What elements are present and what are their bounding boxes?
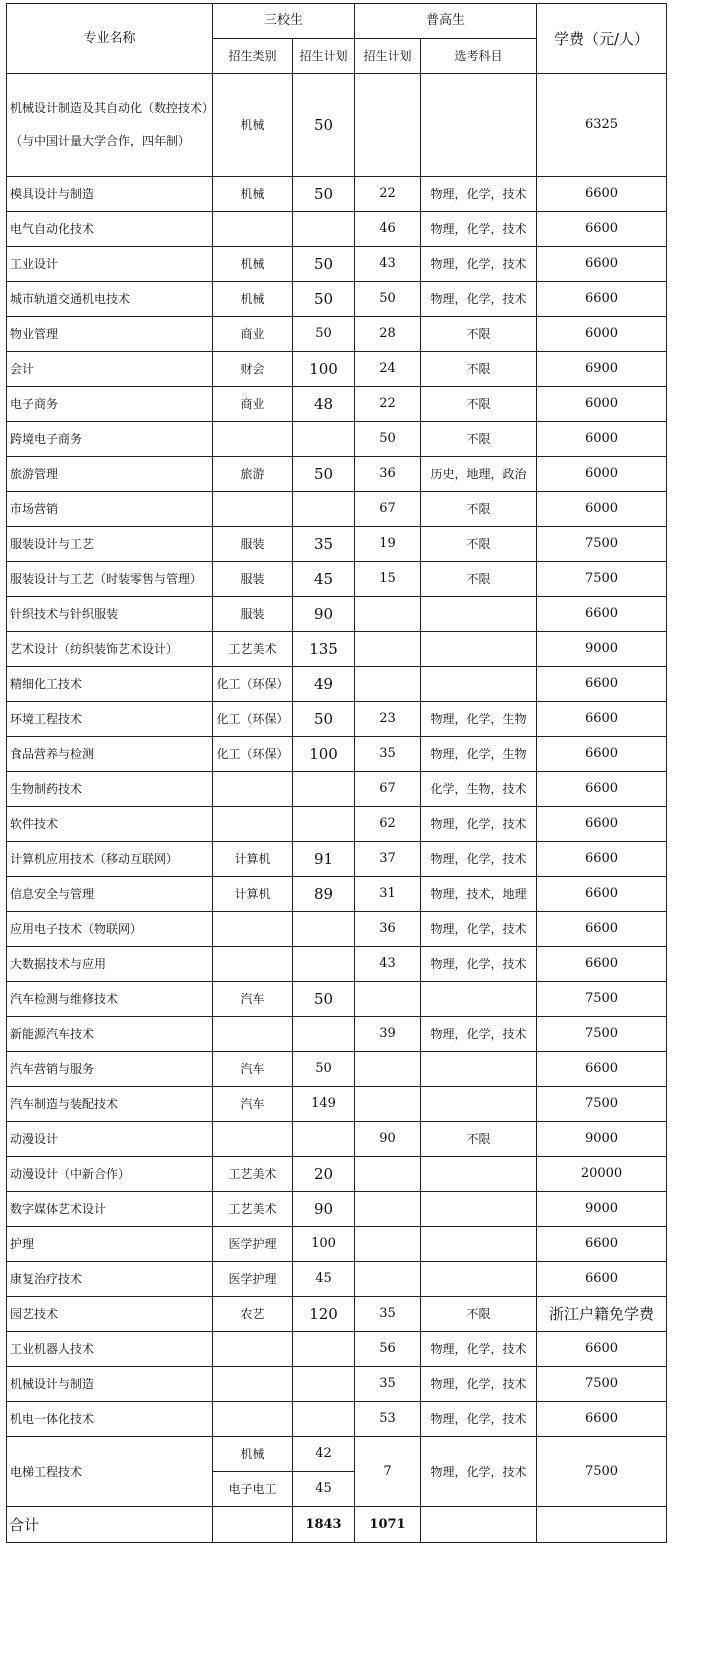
subjects-cell: 不限 [421,317,537,352]
subjects-cell [421,982,537,1017]
header-category: 招生类别 [213,39,293,74]
plan-putong-cell [355,1192,421,1227]
major-name-cell: 市场营销 [7,492,213,527]
elevator-category-1: 机械 [213,1437,293,1472]
subjects-cell: 不限 [421,422,537,457]
fee-cell: 6600 [537,947,667,982]
table-row [7,772,667,807]
major-name-cell: 园艺技术 [7,1297,213,1332]
subjects-cell: 物理，化学，技术 [421,282,537,317]
table-row [7,1402,667,1437]
major-name-cell: 生物制药技术 [7,772,213,807]
major-name-cell: 艺术设计（纺织装饰艺术设计） [7,632,213,667]
category-cell [213,947,293,982]
subjects-cell: 物理，化学，生物 [421,737,537,772]
category-cell [213,1332,293,1367]
plan-sanxiao-cell: 50 [293,317,355,352]
header-plan-putong: 招生计划 [355,39,421,74]
category-cell: 汽车 [213,982,293,1017]
major-name-cell: 服装设计与工艺（时装零售与管理） [7,562,213,597]
table-row [7,317,667,352]
major-name-cell: 汽车制造与装配技术 [7,1087,213,1122]
plan-sanxiao-cell [293,912,355,947]
subjects-cell: 不限 [421,387,537,422]
subjects-cell: 不限 [421,527,537,562]
fee-cell: 6600 [537,282,667,317]
subjects-cell: 不限 [421,562,537,597]
plan-sanxiao-cell: 35 [293,527,355,562]
elevator-name: 电梯工程技术 [7,1437,213,1507]
plan-sanxiao-cell [293,772,355,807]
category-cell: 服装 [213,597,293,632]
subjects-cell: 物理，化学，生物 [421,702,537,737]
header-sanxiao: 三校生 [213,4,355,39]
category-cell: 工艺美术 [213,1157,293,1192]
table-row [7,1192,667,1227]
plan-sanxiao-cell: 90 [293,597,355,632]
plan-sanxiao-cell [293,1017,355,1052]
plan-sanxiao-cell: 48 [293,387,355,422]
subjects-cell [421,74,537,177]
table-row [7,1052,667,1087]
category-cell: 机械 [213,74,293,177]
plan-sanxiao-cell: 49 [293,667,355,702]
fee-cell: 6600 [537,1332,667,1367]
plan-sanxiao-cell [293,212,355,247]
plan-putong-cell [355,667,421,702]
plan-sanxiao-cell: 90 [293,1192,355,1227]
plan-putong-cell: 15 [355,562,421,597]
plan-sanxiao-cell: 20 [293,1157,355,1192]
major-name-cell: 康复治疗技术 [7,1262,213,1297]
category-cell: 旅游 [213,457,293,492]
subjects-cell [421,597,537,632]
category-cell [213,1367,293,1402]
fee-cell: 6600 [537,667,667,702]
elevator-fee: 7500 [537,1437,667,1507]
plan-sanxiao-cell: 45 [293,1262,355,1297]
header-row-1 [7,4,667,39]
plan-sanxiao-cell: 100 [293,352,355,387]
subjects-cell: 历史，地理，政治 [421,457,537,492]
table-row [7,457,667,492]
table-row [7,387,667,422]
plan-sanxiao-cell: 91 [293,842,355,877]
elevator-plan-putong: 7 [355,1437,421,1507]
plan-sanxiao-cell: 50 [293,177,355,212]
category-cell [213,807,293,842]
subjects-cell: 不限 [421,492,537,527]
plan-putong-cell: 22 [355,387,421,422]
fee-cell: 7500 [537,1017,667,1052]
table-row [7,842,667,877]
plan-putong-cell: 35 [355,737,421,772]
table-row [7,1087,667,1122]
fee-cell: 6000 [537,457,667,492]
plan-putong-cell: 56 [355,1332,421,1367]
plan-putong-cell: 53 [355,1402,421,1437]
subjects-cell: 不限 [421,1297,537,1332]
table-row [7,422,667,457]
plan-putong-cell: 23 [355,702,421,737]
table-row [7,807,667,842]
fee-cell: 6600 [537,177,667,212]
category-cell [213,1017,293,1052]
plan-sanxiao-cell: 100 [293,1227,355,1262]
table-row [7,912,667,947]
fee-cell: 9000 [537,1192,667,1227]
table-row [7,1157,667,1192]
header-major-name: 专业名称 [7,4,213,74]
table-row [7,1262,667,1297]
fee-cell: 6600 [537,1227,667,1262]
plan-sanxiao-cell: 50 [293,982,355,1017]
major-name-cell: 动漫设计（中新合作） [7,1157,213,1192]
major-name-cell: 针织技术与针织服装 [7,597,213,632]
category-cell: 汽车 [213,1052,293,1087]
plan-putong-cell [355,1262,421,1297]
plan-putong-cell: 67 [355,772,421,807]
plan-putong-cell [355,982,421,1017]
subjects-cell [421,1262,537,1297]
major-name-cell: 汽车营销与服务 [7,1052,213,1087]
category-cell: 商业 [213,317,293,352]
subjects-cell: 物理，化学，技术 [421,807,537,842]
table-row [7,1297,667,1332]
subjects-cell: 化学，生物，技术 [421,772,537,807]
subjects-cell: 物理，化学，技术 [421,177,537,212]
category-cell [213,1122,293,1157]
fee-cell: 6000 [537,492,667,527]
major-name-cell: 动漫设计 [7,1122,213,1157]
category-cell: 工艺美术 [213,632,293,667]
category-cell: 医学护理 [213,1227,293,1262]
table-row-elevator-a [7,1437,667,1472]
category-cell [213,1402,293,1437]
fee-cell: 7500 [537,1087,667,1122]
plan-sanxiao-cell: 120 [293,1297,355,1332]
total-fee-empty [537,1507,667,1543]
elevator-category-2: 电子电工 [213,1472,293,1507]
subjects-cell: 物理，技术，地理 [421,877,537,912]
fee-cell: 7500 [537,562,667,597]
table-row [7,74,667,177]
table-row [7,947,667,982]
major-name-cell: 模具设计与制造 [7,177,213,212]
subjects-cell [421,1087,537,1122]
subjects-cell: 物理，化学，技术 [421,842,537,877]
fee-cell: 6000 [537,317,667,352]
major-name-cell: 机械设计与制造 [7,1367,213,1402]
category-cell: 医学护理 [213,1262,293,1297]
major-name-cell: 工业机器人技术 [7,1332,213,1367]
fee-cell: 浙江户籍免学费 [537,1297,667,1332]
major-name-cell: 机械设计制造及其自动化（数控技术）（与中国计量大学合作，四年制） [7,74,213,177]
fee-cell: 6600 [537,1402,667,1437]
plan-putong-cell [355,1157,421,1192]
plan-sanxiao-cell [293,1122,355,1157]
plan-putong-cell: 37 [355,842,421,877]
category-cell: 服装 [213,562,293,597]
table-row [7,632,667,667]
category-cell: 财会 [213,352,293,387]
table-row [7,527,667,562]
major-name-cell: 食品营养与检测 [7,737,213,772]
header-subjects: 选考科目 [421,39,537,74]
subjects-cell: 不限 [421,352,537,387]
major-name-cell: 信息安全与管理 [7,877,213,912]
subjects-cell: 不限 [421,1122,537,1157]
elevator-subjects: 物理，化学，技术 [421,1437,537,1507]
enrollment-table-container [6,3,667,1543]
major-name-cell: 工业设计 [7,247,213,282]
fee-cell: 6325 [537,74,667,177]
category-cell: 化工（环保） [213,667,293,702]
fee-cell: 6600 [537,737,667,772]
header-fee: 学费（元/人） [537,4,667,74]
subjects-cell [421,667,537,702]
plan-sanxiao-cell: 50 [293,74,355,177]
fee-cell: 9000 [537,1122,667,1157]
table-row [7,352,667,387]
table-row [7,702,667,737]
plan-sanxiao-cell: 89 [293,877,355,912]
major-name-cell: 机电一体化技术 [7,1402,213,1437]
plan-putong-cell [355,1227,421,1262]
table-row [7,1017,667,1052]
header-putong: 普高生 [355,4,537,39]
plan-sanxiao-cell [293,1332,355,1367]
plan-putong-cell [355,597,421,632]
fee-cell: 6600 [537,842,667,877]
major-name-cell: 软件技术 [7,807,213,842]
table-row [7,562,667,597]
major-name-cell: 计算机应用技术（移动互联网） [7,842,213,877]
fee-cell: 7500 [537,982,667,1017]
plan-putong-cell: 90 [355,1122,421,1157]
plan-putong-cell: 50 [355,422,421,457]
category-cell [213,212,293,247]
plan-sanxiao-cell: 50 [293,1052,355,1087]
major-name-cell: 应用电子技术（物联网） [7,912,213,947]
subjects-cell [421,1052,537,1087]
fee-cell: 6600 [537,877,667,912]
plan-sanxiao-cell: 50 [293,457,355,492]
major-name-cell: 城市轨道交通机电技术 [7,282,213,317]
plan-putong-cell: 36 [355,457,421,492]
table-row [7,877,667,912]
major-name-cell: 精细化工技术 [7,667,213,702]
table-row [7,1122,667,1157]
fee-cell: 6600 [537,1262,667,1297]
fee-cell: 6600 [537,247,667,282]
category-cell: 商业 [213,387,293,422]
plan-sanxiao-cell: 50 [293,702,355,737]
table-row [7,982,667,1017]
elevator-plan-1: 42 [293,1437,355,1472]
plan-putong-cell [355,1087,421,1122]
plan-putong-cell: 35 [355,1367,421,1402]
category-cell: 化工（环保） [213,737,293,772]
elevator-plan-2: 45 [293,1472,355,1507]
table-row [7,177,667,212]
subjects-cell [421,1192,537,1227]
header-plan-sanxiao: 招生计划 [293,39,355,74]
plan-putong-cell: 43 [355,947,421,982]
table-row [7,667,667,702]
category-cell: 化工（环保） [213,702,293,737]
category-cell [213,492,293,527]
plan-putong-cell: 62 [355,807,421,842]
category-cell [213,772,293,807]
fee-cell: 20000 [537,1157,667,1192]
plan-sanxiao-cell: 45 [293,562,355,597]
plan-putong-cell: 22 [355,177,421,212]
fee-cell: 6600 [537,807,667,842]
fee-cell: 6900 [537,352,667,387]
table-row [7,1367,667,1402]
plan-sanxiao-cell: 100 [293,737,355,772]
total-category-empty [213,1507,293,1543]
total-subjects-empty [421,1507,537,1543]
plan-sanxiao-cell [293,492,355,527]
plan-sanxiao-cell: 50 [293,282,355,317]
table-row [7,1227,667,1262]
fee-cell: 6600 [537,1052,667,1087]
plan-putong-cell: 24 [355,352,421,387]
plan-putong-cell: 31 [355,877,421,912]
major-name-cell: 新能源汽车技术 [7,1017,213,1052]
plan-putong-cell: 67 [355,492,421,527]
subjects-cell: 物理，化学，技术 [421,1402,537,1437]
plan-putong-cell [355,74,421,177]
plan-putong-cell: 50 [355,282,421,317]
category-cell: 机械 [213,282,293,317]
total-plan-putong: 1071 [355,1507,421,1543]
major-name-cell: 服装设计与工艺 [7,527,213,562]
plan-sanxiao-cell: 50 [293,247,355,282]
major-name-cell: 电气自动化技术 [7,212,213,247]
fee-cell: 6000 [537,387,667,422]
subjects-cell: 物理，化学，技术 [421,247,537,282]
category-cell: 机械 [213,247,293,282]
major-name-cell: 大数据技术与应用 [7,947,213,982]
total-plan-sanxiao: 1843 [293,1507,355,1543]
table-body [7,74,667,1543]
major-name-cell: 汽车检测与维修技术 [7,982,213,1017]
subjects-cell: 物理，化学，技术 [421,947,537,982]
plan-putong-cell: 35 [355,1297,421,1332]
subjects-cell: 物理，化学，技术 [421,912,537,947]
plan-sanxiao-cell [293,422,355,457]
plan-putong-cell: 19 [355,527,421,562]
major-name-cell: 环境工程技术 [7,702,213,737]
plan-sanxiao-cell [293,807,355,842]
category-cell: 汽车 [213,1087,293,1122]
fee-cell: 6600 [537,912,667,947]
subjects-cell [421,632,537,667]
major-name-cell: 物业管理 [7,317,213,352]
fee-cell: 7500 [537,527,667,562]
subjects-cell: 物理，化学，技术 [421,1367,537,1402]
plan-putong-cell: 36 [355,912,421,947]
fee-cell: 7500 [537,1367,667,1402]
category-cell: 计算机 [213,842,293,877]
plan-putong-cell: 46 [355,212,421,247]
category-cell: 计算机 [213,877,293,912]
plan-sanxiao-cell: 149 [293,1087,355,1122]
major-name-cell: 护理 [7,1227,213,1262]
category-cell: 服装 [213,527,293,562]
major-name-cell: 跨境电子商务 [7,422,213,457]
plan-sanxiao-cell [293,1367,355,1402]
major-name-cell: 电子商务 [7,387,213,422]
fee-cell: 9000 [537,632,667,667]
category-cell: 机械 [213,177,293,212]
plan-sanxiao-cell [293,1402,355,1437]
table-row [7,1332,667,1367]
fee-cell: 6000 [537,422,667,457]
table-row [7,737,667,772]
plan-putong-cell [355,632,421,667]
table-row [7,282,667,317]
subjects-cell [421,1227,537,1262]
major-name-cell: 旅游管理 [7,457,213,492]
plan-sanxiao-cell: 135 [293,632,355,667]
subjects-cell [421,1157,537,1192]
fee-cell: 6600 [537,597,667,632]
subjects-cell: 物理，化学，技术 [421,212,537,247]
table-row [7,492,667,527]
fee-cell: 6600 [537,772,667,807]
subjects-cell: 物理，化学，技术 [421,1332,537,1367]
plan-putong-cell: 28 [355,317,421,352]
fee-cell: 6600 [537,212,667,247]
major-name-cell: 会计 [7,352,213,387]
enrollment-table [6,3,667,1543]
table-row [7,247,667,282]
total-row [7,1507,667,1543]
plan-sanxiao-cell [293,947,355,982]
plan-putong-cell [355,1052,421,1087]
total-label: 合计 [7,1507,213,1543]
plan-putong-cell: 39 [355,1017,421,1052]
category-cell: 农艺 [213,1297,293,1332]
table-row [7,212,667,247]
category-cell [213,912,293,947]
fee-cell: 6600 [537,702,667,737]
category-cell: 工艺美术 [213,1192,293,1227]
subjects-cell: 物理，化学，技术 [421,1017,537,1052]
category-cell [213,422,293,457]
table-row [7,597,667,632]
plan-putong-cell: 43 [355,247,421,282]
major-name-cell: 数字媒体艺术设计 [7,1192,213,1227]
